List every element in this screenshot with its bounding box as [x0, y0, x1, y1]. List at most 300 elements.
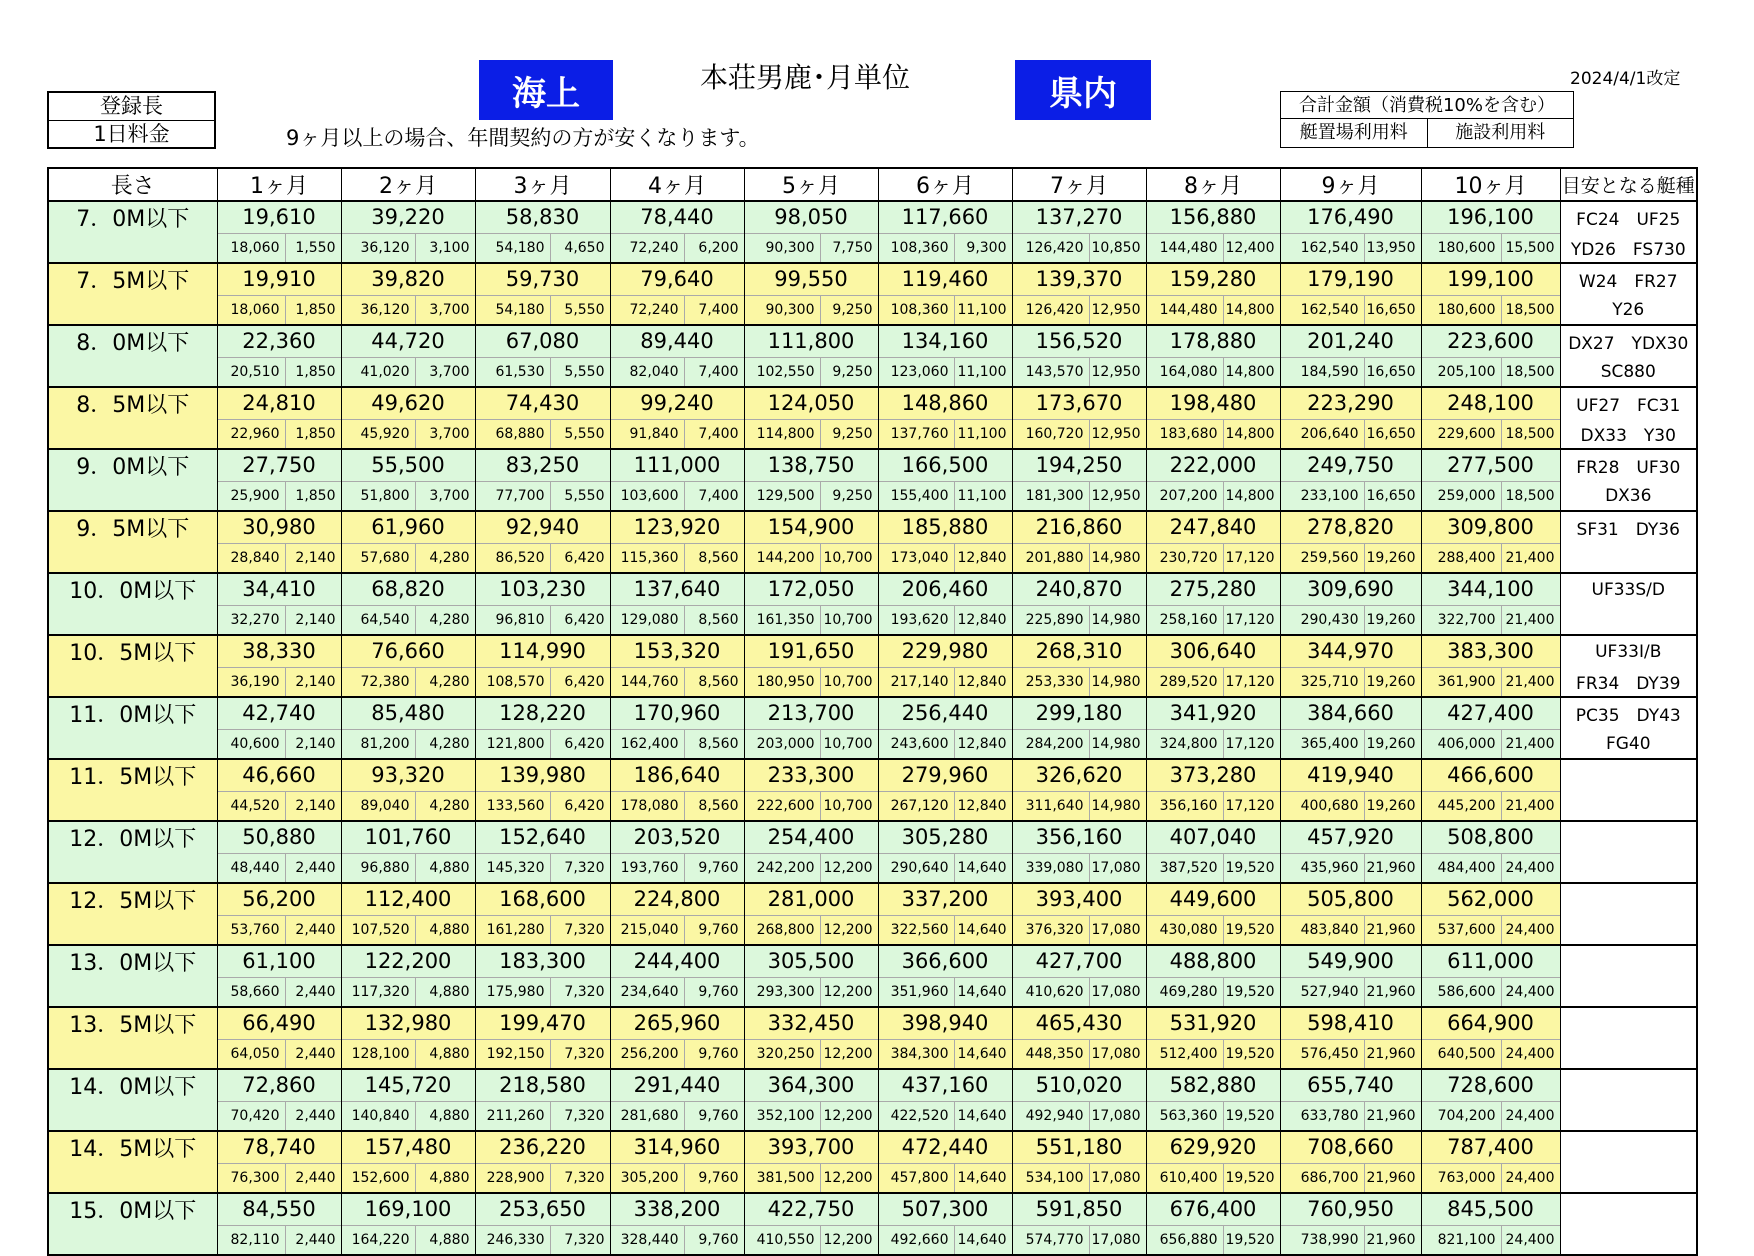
berth-fee-cell: 128,100	[341, 1039, 415, 1069]
total-fee-cell: 191,650	[744, 635, 878, 667]
facility-fee-cell: 18,500	[1501, 419, 1560, 449]
total-fee-cell: 61,100	[217, 945, 341, 977]
total-fee-cell: 305,500	[744, 945, 878, 977]
total-fee-cell: 218,580	[475, 1069, 610, 1101]
annual-contract-notice: 9ヶ月以上の場合、年間契約の方が安くなります。	[286, 126, 760, 150]
facility-fee-cell: 2,140	[285, 729, 341, 759]
facility-fee-cell: 4,880	[415, 1039, 475, 1069]
facility-fee-cell: 7,320	[550, 1163, 610, 1193]
total-fee-cell: 172,050	[744, 573, 878, 605]
table-subrow	[48, 605, 1697, 635]
facility-fee-cell: 24,400	[1501, 1101, 1560, 1131]
facility-fee-cell: 18,500	[1501, 295, 1560, 325]
facility-fee-cell: 11,100	[954, 481, 1012, 511]
facility-fee-cell: 7,320	[550, 977, 610, 1007]
total-fee-cell: 76,660	[341, 635, 475, 667]
total-fee-cell: 173,670	[1012, 387, 1146, 419]
total-fee-cell: 42,740	[217, 697, 341, 729]
facility-fee-cell: 1,850	[285, 481, 341, 511]
berth-fee-cell: 192,150	[475, 1039, 550, 1069]
length-cell: 8．5M以下	[48, 387, 217, 419]
berth-fee-cell: 492,940	[1012, 1101, 1089, 1131]
boat-type-cell: SC880	[1560, 357, 1697, 387]
berth-fee-cell: 445,200	[1421, 791, 1501, 821]
berth-fee-cell: 267,120	[878, 791, 954, 821]
facility-fee-cell: 4,880	[415, 1163, 475, 1193]
total-fee-cell: 84,550	[217, 1193, 341, 1225]
total-fee-cell: 138,750	[744, 449, 878, 481]
boat-type-cell	[1560, 977, 1697, 1007]
boat-type-cell	[1560, 1131, 1697, 1163]
length-cell-blank	[48, 543, 217, 573]
total-fee-cell: 79,640	[610, 263, 744, 295]
facility-fee-cell: 19,520	[1223, 1163, 1280, 1193]
total-fee-cell: 437,160	[878, 1069, 1012, 1101]
total-fee-cell: 551,180	[1012, 1131, 1146, 1163]
facility-fee-cell: 12,200	[820, 977, 878, 1007]
length-cell: 9．0M以下	[48, 449, 217, 481]
facility-fee-cell: 24,400	[1501, 977, 1560, 1007]
berth-fee-cell: 253,330	[1012, 667, 1089, 697]
table-row	[48, 821, 1697, 853]
total-fee-cell: 256,440	[878, 697, 1012, 729]
berth-fee-cell: 586,600	[1421, 977, 1501, 1007]
berth-fee-cell: 126,420	[1012, 233, 1089, 263]
berth-fee-cell: 108,570	[475, 667, 550, 697]
total-fee-cell: 449,600	[1146, 883, 1280, 915]
total-fee-cell: 309,800	[1421, 511, 1560, 543]
berth-fee-cell: 81,200	[341, 729, 415, 759]
facility-fee-cell: 4,880	[415, 853, 475, 883]
boat-type-cell: FG40	[1560, 729, 1697, 759]
facility-fee-cell: 12,950	[1089, 481, 1146, 511]
total-fee-cell: 78,740	[217, 1131, 341, 1163]
facility-fee-cell: 3,700	[415, 295, 475, 325]
total-fee-cell: 114,990	[475, 635, 610, 667]
table-row	[48, 511, 1697, 543]
facility-fee-cell: 19,260	[1364, 543, 1421, 573]
facility-fee-cell: 7,320	[550, 1039, 610, 1069]
berth-fee-cell: 48,440	[217, 853, 285, 883]
total-fee-cell: 384,660	[1280, 697, 1421, 729]
total-fee-cell: 664,900	[1421, 1007, 1560, 1039]
length-cell: 10．0M以下	[48, 573, 217, 605]
facility-fee-cell: 2,440	[285, 915, 341, 945]
berth-fee-cell: 58,660	[217, 977, 285, 1007]
berth-fee-cell: 72,380	[341, 667, 415, 697]
berth-fee-cell: 215,040	[610, 915, 684, 945]
facility-fee-cell: 3,700	[415, 419, 475, 449]
total-fee-cell: 168,600	[475, 883, 610, 915]
total-fee-cell: 364,300	[744, 1069, 878, 1101]
total-fee-cell: 24,810	[217, 387, 341, 419]
berth-fee-cell: 96,880	[341, 853, 415, 883]
total-fee-cell: 629,920	[1146, 1131, 1280, 1163]
berth-fee-cell: 178,080	[610, 791, 684, 821]
total-fee-cell: 145,720	[341, 1069, 475, 1101]
total-fee-cell: 265,960	[610, 1007, 744, 1039]
berth-fee-cell: 205,100	[1421, 357, 1501, 387]
table-subrow	[48, 295, 1697, 325]
boat-type-cell	[1560, 605, 1697, 635]
total-fee-cell: 244,400	[610, 945, 744, 977]
facility-fee-cell: 12,200	[820, 1225, 878, 1255]
total-fee-cell: 50,880	[217, 821, 341, 853]
total-fee-cell: 393,700	[744, 1131, 878, 1163]
boat-type-cell	[1560, 1193, 1697, 1225]
berth-fee-cell: 22,960	[217, 419, 285, 449]
total-fee-cell: 89,440	[610, 325, 744, 357]
table-row	[48, 945, 1697, 977]
total-fee-cell: 111,000	[610, 449, 744, 481]
total-fee-cell: 236,220	[475, 1131, 610, 1163]
boat-type-cell	[1560, 543, 1697, 573]
berth-fee-cell: 738,990	[1280, 1225, 1364, 1255]
boat-type-cell	[1560, 883, 1697, 915]
berth-fee-cell: 576,450	[1280, 1039, 1364, 1069]
total-fee-cell: 275,280	[1146, 573, 1280, 605]
facility-fee-cell: 6,200	[684, 233, 744, 263]
boat-type-cell: FR28 UF30	[1560, 449, 1697, 481]
berth-fee-cell: 207,200	[1146, 481, 1223, 511]
table-subrow	[48, 419, 1697, 449]
total-fee-cell: 166,500	[878, 449, 1012, 481]
berth-fee-cell: 512,400	[1146, 1039, 1223, 1069]
legend-box	[47, 91, 216, 149]
berth-fee-cell: 387,520	[1146, 853, 1223, 883]
berth-fee-cell: 102,550	[744, 357, 820, 387]
facility-fee-cell: 4,650	[550, 233, 610, 263]
total-fee-cell: 253,650	[475, 1193, 610, 1225]
table-row	[48, 449, 1697, 481]
total-fee-cell: 201,240	[1280, 325, 1421, 357]
total-fee-cell: 356,160	[1012, 821, 1146, 853]
total-fee-cell: 117,660	[878, 201, 1012, 233]
facility-fee-cell: 21,960	[1364, 1163, 1421, 1193]
berth-fee-cell: 126,420	[1012, 295, 1089, 325]
total-fee-cell: 34,410	[217, 573, 341, 605]
facility-fee-cell: 16,650	[1364, 357, 1421, 387]
facility-fee-cell: 14,640	[954, 915, 1012, 945]
berth-fee-cell: 103,600	[610, 481, 684, 511]
facility-fee-cell: 24,400	[1501, 1163, 1560, 1193]
column-header-length: 長さ	[48, 168, 217, 201]
total-fee-cell: 128,220	[475, 697, 610, 729]
total-fee-cell: 562,000	[1421, 883, 1560, 915]
berth-fee-cell: 54,180	[475, 233, 550, 263]
boat-type-cell	[1560, 1039, 1697, 1069]
total-fee-cell: 157,480	[341, 1131, 475, 1163]
total-fee-cell: 465,430	[1012, 1007, 1146, 1039]
total-fee-cell: 366,600	[878, 945, 1012, 977]
facility-fee-cell: 9,760	[684, 1163, 744, 1193]
berth-fee-cell: 51,800	[341, 481, 415, 511]
berth-fee-cell: 325,710	[1280, 667, 1364, 697]
facility-fee-cell: 6,420	[550, 729, 610, 759]
total-fee-cell: 66,490	[217, 1007, 341, 1039]
berth-fee-cell: 356,160	[1146, 791, 1223, 821]
total-fee-cell: 291,440	[610, 1069, 744, 1101]
berth-fee-cell: 115,360	[610, 543, 684, 573]
berth-fee-cell: 36,120	[341, 295, 415, 325]
berth-fee-cell: 160,720	[1012, 419, 1089, 449]
table-row	[48, 1193, 1697, 1225]
total-fee-cell: 68,820	[341, 573, 475, 605]
facility-fee-cell: 12,840	[954, 729, 1012, 759]
total-amount-label: 合計金額（消費税10%を含む）	[1281, 92, 1573, 119]
boat-type-cell	[1560, 759, 1697, 791]
berth-fee-cell: 54,180	[475, 295, 550, 325]
column-header-month-7: 7ヶ月	[1012, 168, 1146, 201]
length-cell-blank	[48, 667, 217, 697]
berth-fee-cell: 211,260	[475, 1101, 550, 1131]
facility-fee-cell: 5,550	[550, 481, 610, 511]
berth-fee-cell: 534,100	[1012, 1163, 1089, 1193]
facility-fee-cell: 21,400	[1501, 729, 1560, 759]
berth-fee-cell: 45,920	[341, 419, 415, 449]
berth-fee-cell: 57,680	[341, 543, 415, 573]
total-fee-cell: 728,600	[1421, 1069, 1560, 1101]
facility-fee-cell: 5,550	[550, 357, 610, 387]
total-fee-cell: 249,750	[1280, 449, 1421, 481]
facility-fee-cell: 6,420	[550, 667, 610, 697]
length-cell: 12．0M以下	[48, 821, 217, 853]
berth-fee-cell: 448,350	[1012, 1039, 1089, 1069]
berth-fee-cell: 53,760	[217, 915, 285, 945]
total-fee-cell: 39,820	[341, 263, 475, 295]
facility-fee-cell: 4,880	[415, 915, 475, 945]
table-subrow	[48, 543, 1697, 573]
total-fee-cell: 422,750	[744, 1193, 878, 1225]
total-fee-cell: 199,100	[1421, 263, 1560, 295]
berth-fee-label: 艇置場利用料	[1299, 122, 1408, 143]
boat-type-cell: UF33I/B	[1560, 635, 1697, 667]
facility-fee-cell: 10,700	[820, 729, 878, 759]
length-cell: 13．5M以下	[48, 1007, 217, 1039]
berth-fee-cell: 193,760	[610, 853, 684, 883]
facility-fee-cell: 10,700	[820, 791, 878, 821]
facility-fee-cell: 17,120	[1223, 605, 1280, 635]
total-fee-cell: 223,600	[1421, 325, 1560, 357]
length-cell: 15．0M以下	[48, 1193, 217, 1225]
facility-fee-cell: 14,800	[1223, 357, 1280, 387]
berth-fee-cell: 96,810	[475, 605, 550, 635]
facility-fee-cell: 17,120	[1223, 543, 1280, 573]
column-header-month-1: 1ヶ月	[217, 168, 341, 201]
revision-date: 2024/4/1改定	[1570, 69, 1681, 89]
facility-fee-cell: 17,080	[1089, 977, 1146, 1007]
berth-fee-cell: 246,330	[475, 1225, 550, 1255]
total-fee-cell: 101,760	[341, 821, 475, 853]
boat-type-cell: FC24 UF25	[1560, 201, 1697, 233]
berth-fee-cell: 328,440	[610, 1225, 684, 1255]
total-fee-cell: 457,920	[1280, 821, 1421, 853]
facility-fee-cell: 17,080	[1089, 1101, 1146, 1131]
berth-fee-cell: 28,840	[217, 543, 285, 573]
total-fee-cell: 206,460	[878, 573, 1012, 605]
total-fee-cell: 199,470	[475, 1007, 610, 1039]
total-fee-cell: 309,690	[1280, 573, 1421, 605]
facility-fee-cell: 10,850	[1089, 233, 1146, 263]
length-cell: 11．0M以下	[48, 697, 217, 729]
total-fee-cell: 407,040	[1146, 821, 1280, 853]
facility-fee-cell: 16,650	[1364, 419, 1421, 449]
total-fee-cell: 72,860	[217, 1069, 341, 1101]
facility-fee-cell: 2,440	[285, 1039, 341, 1069]
berth-fee-cell: 143,570	[1012, 357, 1089, 387]
berth-fee-cell: 184,590	[1280, 357, 1364, 387]
column-header-month-9: 9ヶ月	[1280, 168, 1421, 201]
facility-fee-cell: 8,560	[684, 729, 744, 759]
facility-fee-cell: 19,520	[1223, 1101, 1280, 1131]
fee-table	[47, 167, 1698, 1256]
total-fee-cell: 278,820	[1280, 511, 1421, 543]
length-cell-blank	[48, 1225, 217, 1255]
facility-fee-cell: 12,950	[1089, 357, 1146, 387]
berth-fee-cell: 686,700	[1280, 1163, 1364, 1193]
total-fee-cell: 305,280	[878, 821, 1012, 853]
total-fee-cell: 196,100	[1421, 201, 1560, 233]
berth-fee-cell: 322,560	[878, 915, 954, 945]
boat-type-cell: W24 FR27	[1560, 263, 1697, 295]
facility-fee-cell: 4,880	[415, 1101, 475, 1131]
total-fee-cell: 169,100	[341, 1193, 475, 1225]
berth-fee-cell: 25,900	[217, 481, 285, 511]
total-fee-cell: 223,290	[1280, 387, 1421, 419]
berth-fee-cell: 144,200	[744, 543, 820, 573]
facility-fee-cell: 12,200	[820, 915, 878, 945]
berth-fee-cell: 133,560	[475, 791, 550, 821]
total-fee-cell: 203,520	[610, 821, 744, 853]
berth-fee-cell: 61,530	[475, 357, 550, 387]
berth-fee-cell: 352,100	[744, 1101, 820, 1131]
facility-fee-cell: 8,560	[684, 605, 744, 635]
table-row	[48, 325, 1697, 357]
berth-fee-cell: 114,800	[744, 419, 820, 449]
berth-fee-cell: 230,720	[1146, 543, 1223, 573]
total-fee-cell: 119,460	[878, 263, 1012, 295]
total-fee-cell: 306,640	[1146, 635, 1280, 667]
facility-fee-cell: 19,260	[1364, 791, 1421, 821]
facility-fee-cell: 21,400	[1501, 667, 1560, 697]
facility-fee-cell: 6,420	[550, 605, 610, 635]
prefecture-badge: 県内	[1015, 60, 1151, 120]
facility-fee-cell: 19,520	[1223, 915, 1280, 945]
facility-fee-cell: 14,980	[1089, 791, 1146, 821]
length-cell: 9．5M以下	[48, 511, 217, 543]
berth-fee-cell: 64,050	[217, 1039, 285, 1069]
facility-fee-cell: 12,200	[820, 1039, 878, 1069]
length-cell: 8．0M以下	[48, 325, 217, 357]
facility-fee-cell: 12,950	[1089, 419, 1146, 449]
facility-fee-cell: 14,800	[1223, 295, 1280, 325]
berth-fee-cell: 129,080	[610, 605, 684, 635]
facility-fee-cell: 21,960	[1364, 853, 1421, 883]
table-subrow	[48, 1101, 1697, 1131]
total-fee-cell: 134,160	[878, 325, 1012, 357]
length-cell-blank	[48, 419, 217, 449]
table-row	[48, 635, 1697, 667]
total-fee-cell: 148,860	[878, 387, 1012, 419]
berth-fee-cell: 201,880	[1012, 543, 1089, 573]
berth-fee-cell: 259,000	[1421, 481, 1501, 511]
facility-fee-cell: 4,280	[415, 667, 475, 697]
facility-fee-cell: 3,700	[415, 357, 475, 387]
facility-fee-cell: 12,840	[954, 791, 1012, 821]
boat-type-cell	[1560, 853, 1697, 883]
length-cell: 7．0M以下	[48, 201, 217, 233]
total-legend-box	[1280, 91, 1574, 148]
facility-fee-cell: 7,400	[684, 481, 744, 511]
berth-fee-cell: 492,660	[878, 1225, 954, 1255]
berth-fee-cell: 763,000	[1421, 1163, 1501, 1193]
facility-fee-cell: 14,640	[954, 1101, 1012, 1131]
total-fee-cell: 344,970	[1280, 635, 1421, 667]
table-row	[48, 201, 1697, 233]
facility-fee-cell: 4,280	[415, 605, 475, 635]
total-fee-cell: 198,480	[1146, 387, 1280, 419]
berth-fee-cell: 484,400	[1421, 853, 1501, 883]
facility-fee-cell: 12,200	[820, 853, 878, 883]
berth-fee-cell: 322,700	[1421, 605, 1501, 635]
total-fee-cell: 549,900	[1280, 945, 1421, 977]
length-cell-blank	[48, 1101, 217, 1131]
berth-fee-cell: 351,960	[878, 977, 954, 1007]
berth-fee-cell: 18,060	[217, 295, 285, 325]
total-fee-cell: 152,640	[475, 821, 610, 853]
berth-fee-cell: 145,320	[475, 853, 550, 883]
berth-fee-cell: 289,520	[1146, 667, 1223, 697]
facility-fee-cell: 2,140	[285, 791, 341, 821]
total-fee-cell: 845,500	[1421, 1193, 1560, 1225]
table-row	[48, 697, 1697, 729]
total-fee-cell: 787,400	[1421, 1131, 1560, 1163]
facility-fee-cell: 6,420	[550, 791, 610, 821]
facility-fee-cell: 6,420	[550, 543, 610, 573]
total-fee-cell: 83,250	[475, 449, 610, 481]
berth-fee-cell: 361,900	[1421, 667, 1501, 697]
total-fee-cell: 216,860	[1012, 511, 1146, 543]
total-fee-cell: 281,000	[744, 883, 878, 915]
table-row	[48, 883, 1697, 915]
sea-badge: 海上	[479, 60, 613, 120]
total-fee-cell: 55,500	[341, 449, 475, 481]
berth-fee-cell: 36,190	[217, 667, 285, 697]
table-subrow	[48, 977, 1697, 1007]
table-subrow	[48, 791, 1697, 821]
facility-fee-cell: 4,280	[415, 543, 475, 573]
table-row	[48, 1069, 1697, 1101]
berth-fee-cell: 183,680	[1146, 419, 1223, 449]
total-fee-cell: 582,880	[1146, 1069, 1280, 1101]
berth-fee-cell: 633,780	[1280, 1101, 1364, 1131]
facility-fee-cell: 3,700	[415, 481, 475, 511]
berth-fee-cell: 175,980	[475, 977, 550, 1007]
length-cell-blank	[48, 357, 217, 387]
berth-fee-cell: 574,770	[1012, 1225, 1089, 1255]
berth-fee-cell: 70,420	[217, 1101, 285, 1131]
facility-fee-cell: 9,760	[684, 853, 744, 883]
total-fee-cell: 332,450	[744, 1007, 878, 1039]
berth-fee-cell: 76,300	[217, 1163, 285, 1193]
berth-fee-cell: 86,520	[475, 543, 550, 573]
facility-fee-cell: 17,080	[1089, 853, 1146, 883]
facility-fee-cell: 19,520	[1223, 853, 1280, 883]
facility-fee-cell: 12,200	[820, 1101, 878, 1131]
total-fee-cell: 676,400	[1146, 1193, 1280, 1225]
berth-fee-cell: 44,520	[217, 791, 285, 821]
facility-fee-cell: 21,960	[1364, 1039, 1421, 1069]
